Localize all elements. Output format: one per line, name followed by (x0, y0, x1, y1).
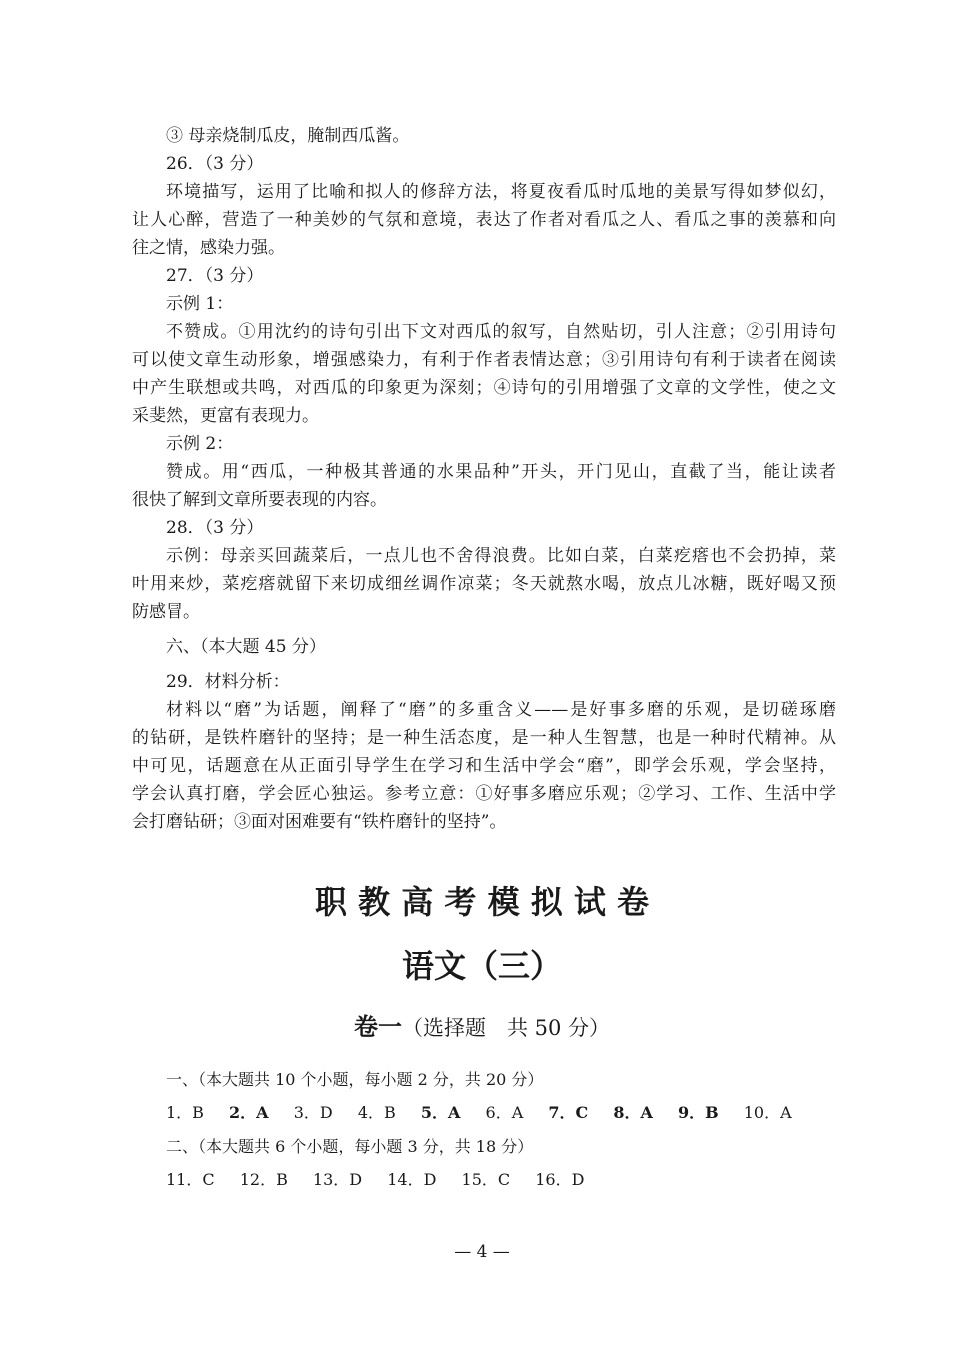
answer-row (166, 1168, 604, 1192)
text-line: 环境描写，运用了比喻和拟人的修辞方法，将夏夜看瓜时瓜地的美景写得如梦似幻， (166, 182, 836, 202)
text-line: 可以使文章生动形象，增强感染力，有利于作者表情达意；③引用诗句有利于读者在阅读 (132, 350, 836, 370)
answer-item: 16．D (535, 1170, 585, 1189)
text-line: 赞成。用“西瓜，一种极其普通的水果品种”开头，开门见山，直截了当，能让读者 (166, 462, 836, 482)
exam-title: 职 教 高 考 模 拟 试 卷 (315, 883, 649, 921)
section-heading: 二、（本大题共 6 个小题，每小题 3 分，共 18 分） (166, 1137, 534, 1156)
text-line: 让人心醉，营造了一种美妙的气氛和意境，表达了作者对看瓜之人、看瓜之事的羡慕和向 (132, 210, 836, 230)
text-line: 示例 2： (166, 434, 234, 454)
answer-item: 3．D (293, 1103, 333, 1122)
question-number: 26．（3 分） (166, 154, 264, 174)
text-line: ③ 母亲烧制瓜皮，腌制西瓜酱。 (166, 126, 410, 146)
answer-item: 9．B (677, 1103, 719, 1122)
answer-item: 6．A (485, 1103, 524, 1122)
answer-item: 14．D (387, 1170, 437, 1189)
page-number: — 4 — (454, 1242, 510, 1262)
text-line: 学会认真打磨，学会匠心独运。参考立意：①好事多磨应乐观；②学习、工作、生活中学 (132, 784, 836, 804)
part-heading (0, 1009, 964, 1046)
answer-item: 4．B (357, 1103, 396, 1122)
answer-item: 12．B (239, 1170, 288, 1189)
answer-item: 5．A (420, 1103, 461, 1122)
answer-item: 13．D (312, 1170, 363, 1189)
answer-item: 11．C (166, 1170, 215, 1189)
question-number: 28．（3 分） (166, 518, 264, 538)
text-line: 的钻研，是铁杵磨针的坚持；是一种生活态度，是一种人生智慧，也是一种时代精神。从 (132, 728, 836, 748)
text-line: 叶用来炒，菜疙瘩就留下来切成细丝调作凉菜；冬天就熬水喝，放点儿冰糖，既好喝又预 (132, 574, 836, 594)
text-line: 会打磨钻研；③面对困难要有“铁杵磨针的坚持”。 (132, 812, 507, 832)
question-number: 29．材料分析： (166, 672, 290, 692)
part-heading-detail: （选择题 共 50 分） (401, 1016, 611, 1040)
answer-item: 1．B (166, 1103, 204, 1122)
part-heading-main: 卷一 (353, 1012, 402, 1041)
text-line: 防感冒。 (132, 602, 200, 622)
answer-item: 2．A (229, 1103, 269, 1122)
text-line: 示例：母亲买回蔬菜后，一点儿也不舍得浪费。比如白菜，白菜疙瘩也不会扔掉，菜 (166, 546, 836, 566)
question-number: 27．（3 分） (166, 266, 264, 286)
text-line: 示例 1： (166, 294, 234, 314)
section-heading: 一、（本大题共 10 个小题，每小题 2 分，共 20 分） (166, 1070, 544, 1089)
answer-row (166, 1101, 812, 1125)
answer-item: 15．C (461, 1170, 511, 1189)
section-heading: 六、（本大题 45 分） (166, 637, 326, 657)
text-line: 往之情，感染力强。 (132, 238, 285, 258)
text-line: 中可见，话题意在从正面引导学生在学习和生活中学会“磨”，即学会乐观，学会坚持， (132, 756, 836, 776)
answer-item: 8．A (613, 1103, 653, 1122)
answer-item: 7．C (548, 1103, 589, 1122)
subject-title: 语文（三） (401, 947, 562, 985)
text-line: 很快了解到文章所要表现的内容。 (132, 490, 387, 510)
text-line: 不赞成。①用沈约的诗句引出下文对西瓜的叙写，自然贴切，引人注意；②引用诗句 (166, 322, 836, 342)
text-line: 中产生联想或共鸣，对西瓜的印象更为深刻；④诗句的引用增强了文章的文学性，使之文 (132, 378, 836, 398)
text-line: 材料以“磨”为话题，阐释了“磨”的多重含义——是好事多磨的乐观，是切磋琢磨 (166, 700, 836, 720)
answer-item: 10．A (743, 1103, 792, 1122)
text-line: 采斐然，更富有表现力。 (132, 406, 319, 426)
